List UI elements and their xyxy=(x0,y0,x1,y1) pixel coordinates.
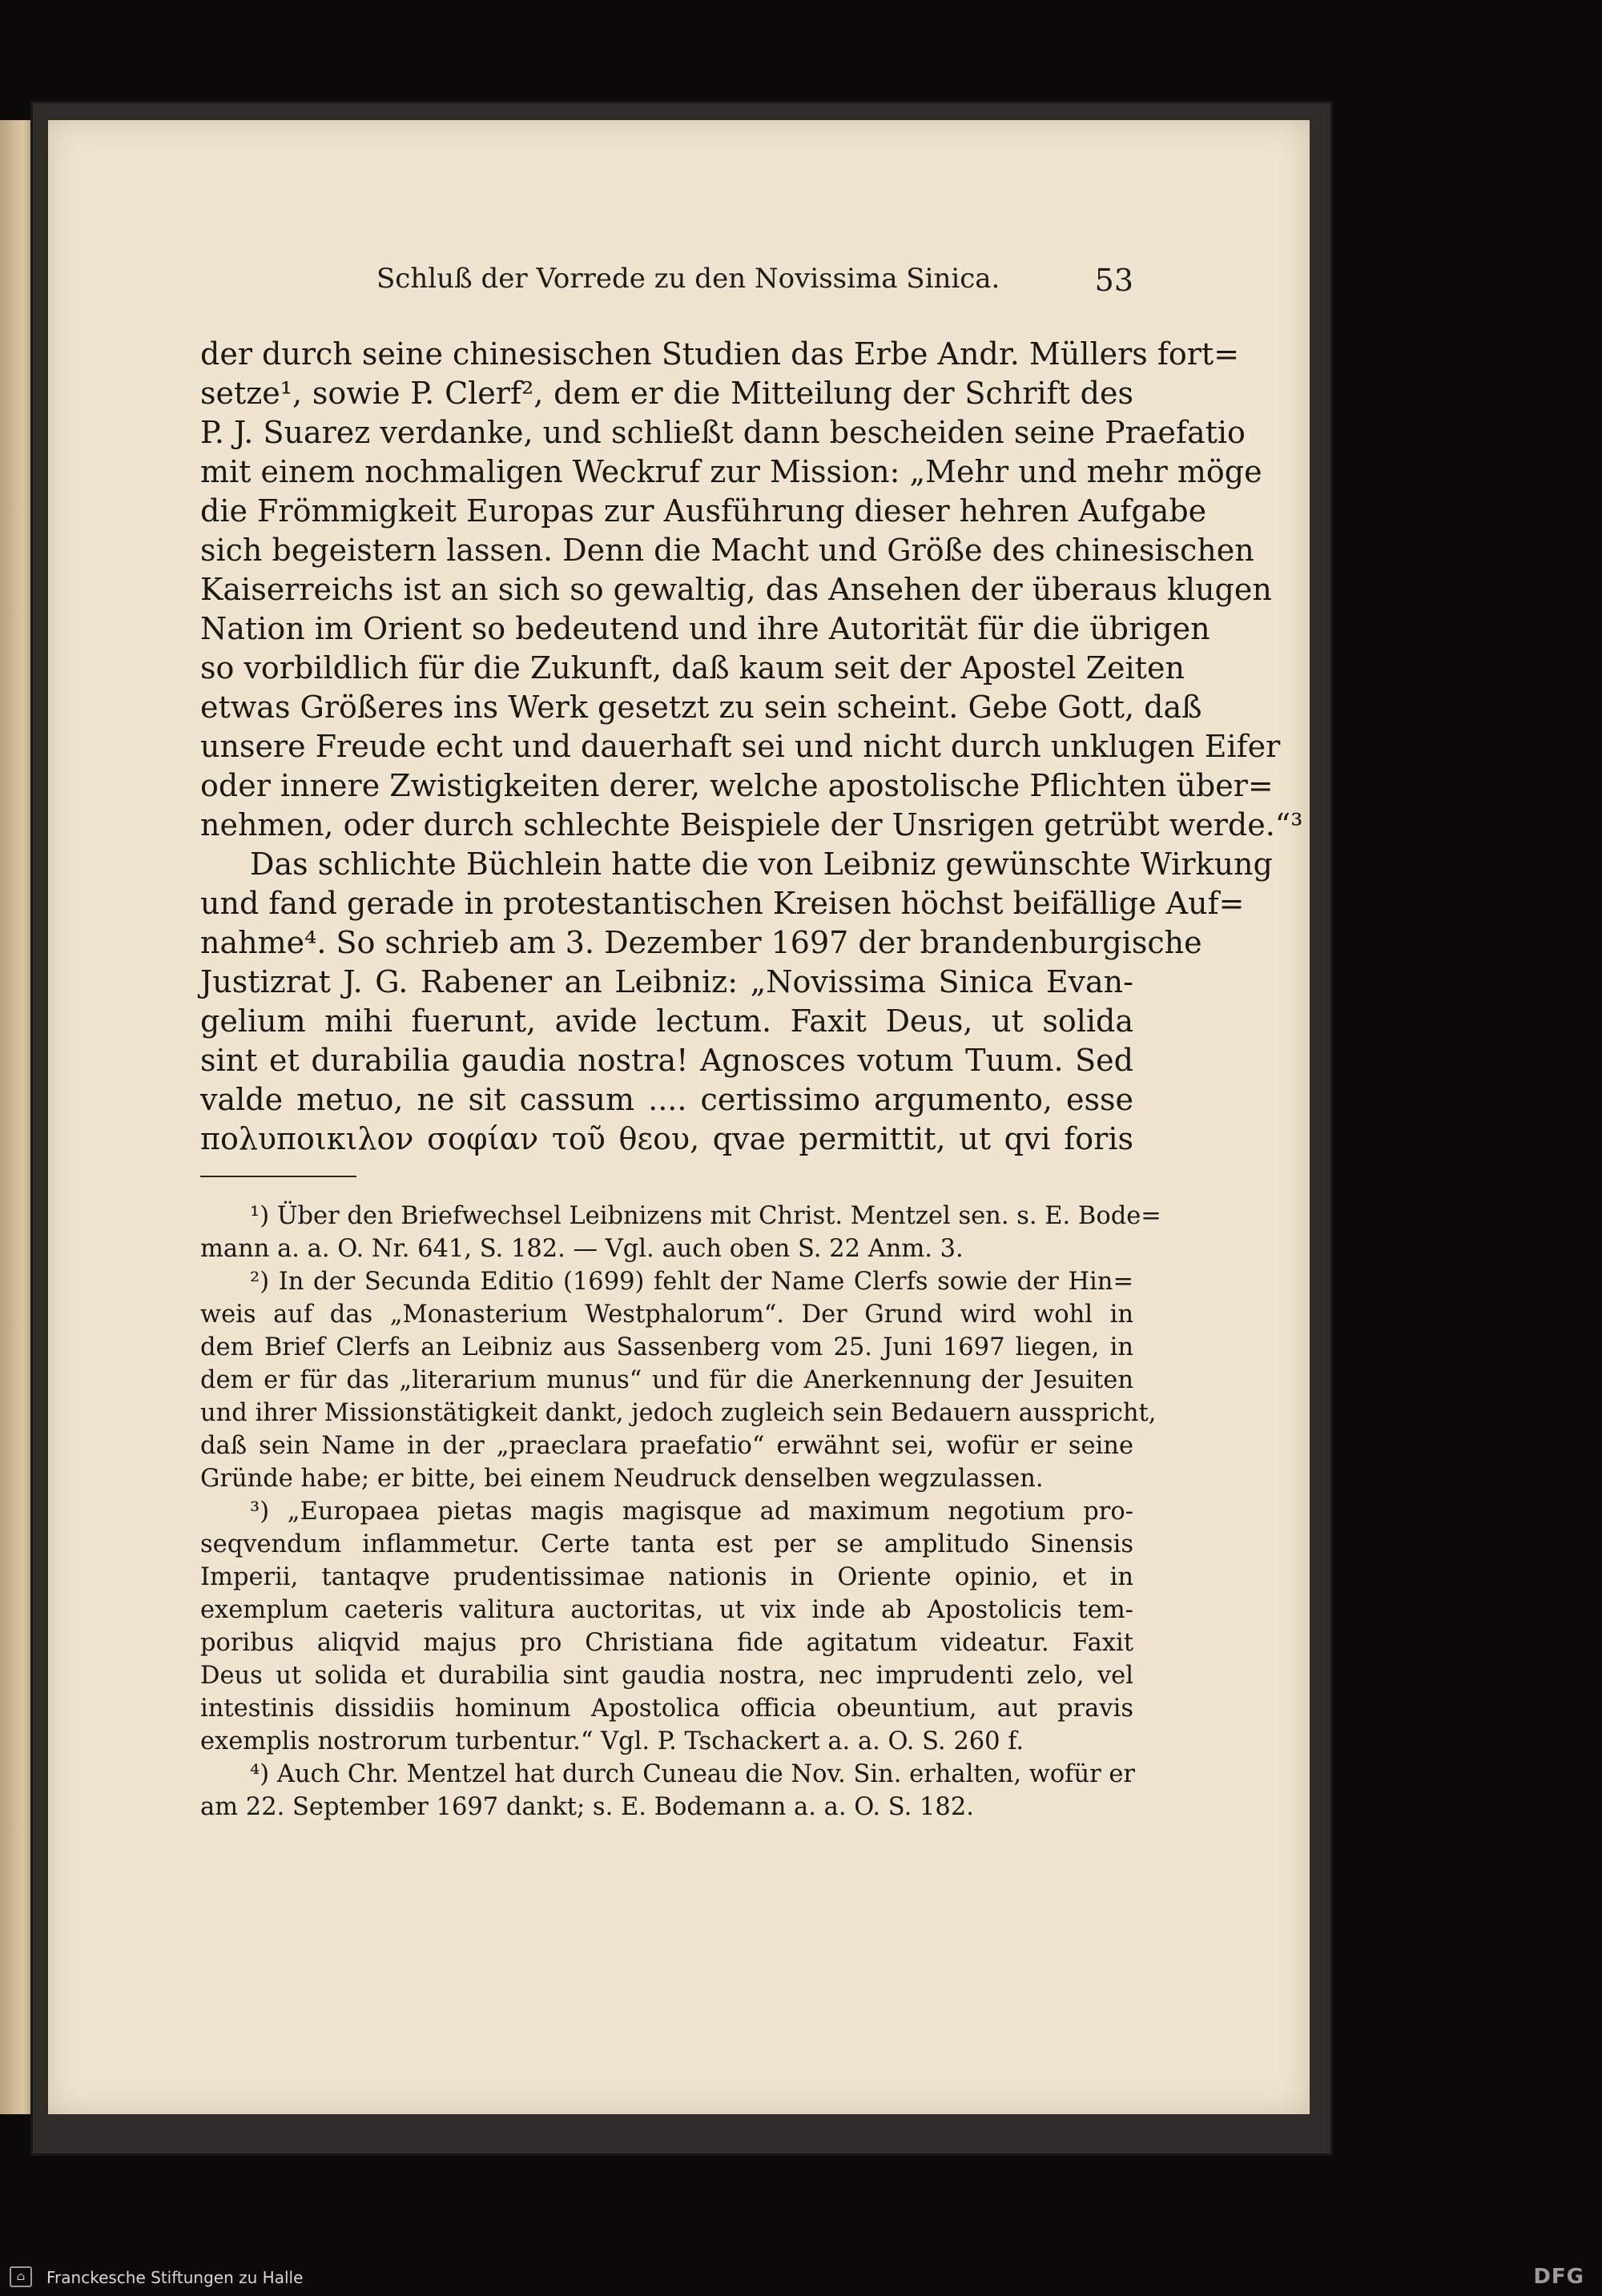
running-head-title: Schluß der Vorrede zu den Novissima Sinica. xyxy=(376,263,1000,295)
footnote-line: exemplum caeteris valitura auctoritas, ut vix inde ab Apostolicis tem- xyxy=(200,1596,1133,1624)
footnote-line: poribus aliqvid majus pro Christiana fide agitatum videatur. Faxit xyxy=(200,1629,1133,1657)
body-line: der durch seine chinesischen Studien das Erbe Andr. Müllers fort= xyxy=(200,336,1240,372)
footnote-line: exemplis nostrorum turbentur.“ Vgl. P. Tschackert a. a. O. S. 260 f. xyxy=(200,1727,1024,1755)
body-line: nehmen, oder durch schlechte Beispiele der Unsrigen getrübt werde.“³ xyxy=(200,807,1303,842)
footnote-line: und ihrer Missionstätigkeit dankt, jedoch zugleich sein Bedauern ausspricht, xyxy=(200,1399,1157,1427)
body-line: sint et durabilia gaudia nostra! Agnosces votum Tuum. Sed xyxy=(200,1043,1133,1078)
footnote-line: seqvendum inflammetur. Certe tanta est per se amplitudo Sinensis xyxy=(200,1530,1133,1558)
body-line: gelium mihi fuerunt, avide lectum. Faxit Deus, ut solida xyxy=(200,1003,1133,1039)
body-line: mit einem nochmaligen Weckruf zur Mission: „Mehr und mehr möge xyxy=(200,454,1262,489)
footnote-line: dem Brief Clerfs an Leibniz aus Sassenberg vom 25. Juni 1697 liegen, in xyxy=(200,1333,1133,1361)
footnote-line: weis auf das „Monasterium Westphalorum“. Der Grund wird wohl in xyxy=(200,1301,1133,1329)
body-line: sich begeistern lassen. Denn die Macht und Größe des chinesischen xyxy=(200,533,1254,568)
body-line: valde metuo, ne sit cassum .... certissimo argumento, esse xyxy=(200,1082,1133,1117)
footnote-line: am 22. September 1697 dankt; s. E. Bodemann a. a. O. S. 182. xyxy=(200,1793,974,1821)
viewer-footer xyxy=(0,2258,1602,2296)
footnote-line: ³) „Europaea pietas magis magisque ad maximum negotium pro- xyxy=(250,1498,1133,1526)
footnote-line: daß sein Name in der „praeclara praefatio“ erwähnt sei, wofür er seine xyxy=(200,1432,1133,1460)
body-line: und fand gerade in protestantischen Kreisen höchst beifällige Auf= xyxy=(200,886,1245,921)
body-line: Kaiserreichs ist an sich so gewaltig, das Ansehen der überaus klugen xyxy=(200,572,1272,607)
body-line: oder innere Zwistigkeiten derer, welche apostolische Pflichten über= xyxy=(200,768,1274,803)
body-line: Nation im Orient so bedeutend und ihre Autorität für die übrigen xyxy=(200,611,1210,646)
body-line: so vorbildlich für die Zukunft, daß kaum seit der Apostel Zeiten xyxy=(200,650,1185,686)
body-line: setze¹, sowie P. Clerf², dem er die Mitteilung der Schrift des xyxy=(200,376,1133,411)
footnote-line: intestinis dissidiis hominum Apostolica officia obeuntium, aut pravis xyxy=(200,1695,1133,1723)
footnote-line: Deus ut solida et durabilia sint gaudia nostra, nec imprudenti zelo, vel xyxy=(200,1662,1133,1690)
footnote-line: ⁴) Auch Chr. Mentzel hat durch Cuneau die Nov. Sin. erhalten, wofür er xyxy=(250,1760,1136,1788)
footnote-line: mann a. a. O. Nr. 641, S. 182. — Vgl. auch oben S. 22 Anm. 3. xyxy=(200,1235,964,1263)
body-line: Das schlichte Büchlein hatte die von Leibniz gewünschte Wirkung xyxy=(250,846,1273,882)
page-number: 53 xyxy=(1094,263,1133,298)
footnote-line: ¹) Über den Briefwechsel Leibnizens mit Christ. Mentzel sen. s. E. Bode= xyxy=(250,1202,1161,1230)
body-line: die Frömmigkeit Europas zur Ausführung dieser hehren Aufgabe xyxy=(200,493,1207,529)
running-head xyxy=(328,263,1133,304)
institution-name: Franckesche Stiftungen zu Halle xyxy=(46,2268,304,2287)
body-line: P. J. Suarez verdanke, und schließt dann bescheiden seine Praefatio xyxy=(200,415,1246,450)
footnote-line: ²) In der Secunda Editio (1699) fehlt der Name Clerfs sowie der Hin= xyxy=(250,1268,1133,1296)
body-line: Justizrat J. G. Rabener an Leibniz: „Novissima Sinica Evan- xyxy=(200,964,1133,999)
footnote-line: Imperii, tantaqve prudentissimae nationis in Oriente opinio, et in xyxy=(200,1563,1133,1591)
footnote-line: dem er für das „literarium munus“ und für die Anerkennung der Jesuiten xyxy=(200,1366,1133,1394)
body-line: unsere Freude echt und dauerhaft sei und nicht durch unklugen Eifer xyxy=(200,729,1281,764)
body-line: etwas Größeres ins Werk gesetzt zu sein scheint. Gebe Gott, daß xyxy=(200,690,1202,725)
body-line: nahme⁴. So schrieb am 3. Dezember 1697 der brandenburgische xyxy=(200,925,1202,960)
footnote-line: Gründe habe; er bitte, bei einem Neudruck denselben wegzulassen. xyxy=(200,1465,1044,1493)
body-text xyxy=(200,335,1303,1159)
dfg-logo: DFG xyxy=(1533,2265,1584,2289)
footnote-separator xyxy=(200,1176,356,1177)
body-line: πολυποικιλον σοφίαν τοῦ θεου, qvae permittit, ut qvi foris xyxy=(200,1121,1133,1156)
footnotes xyxy=(200,1200,1161,1824)
institution-seal-icon: ⌂ xyxy=(10,2266,32,2287)
